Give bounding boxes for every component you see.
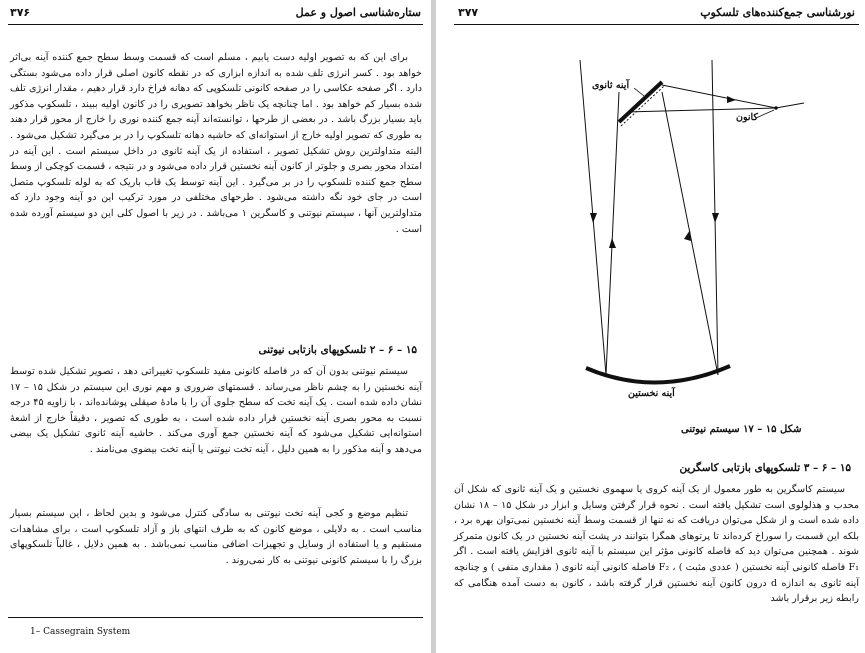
secondary-leader — [634, 88, 644, 96]
arrow-to-focus — [727, 96, 736, 103]
ray-to-focus-upper — [662, 85, 776, 108]
section-heading-cassegrain: ۱۵ – ۶ – ۳ تلسکوپهای بازتابی کاسگرین — [679, 462, 851, 474]
header-rule-left — [8, 24, 423, 25]
page-number-right: ۳۷۷ — [458, 6, 479, 19]
page-number-left: ۳۷۶ — [10, 6, 31, 19]
footnote-cassegrain: 1– Cassegrain System — [30, 627, 131, 637]
focus-leader — [756, 110, 774, 118]
ray-past-focus — [776, 103, 804, 108]
figure-caption: شکل ۱۵ – ۱۷ سیستم نیوتنی — [681, 424, 802, 435]
running-header-right: نورشناسی جمع‌کننده‌های تلسکوپ — [700, 6, 855, 19]
left-paragraph-2: سیستم نیوتنی بدون آن که در فاصله کانونی مفید تلسکوپ تغییراتی دهد ، تصویر تشکیل شده توسط آینه نخستین را به چشم ناظر می‌رساند . قسمتهای ضروری و مهم نوری این سیستم در شکل ۱۵ – ۱۷ نشان داده شده است . یک آینه تخت که سطح جلوی آن را با مادهٔ صیقلی پوشانده‌اند ، با زاویه ۴۵ درجه نسبت به محور بصری آینه نخستین قرار داده شده است ، به طوری که تصویر ، دقیقاً خارج از اشعهٔ استوانه‌ایی تشکیل می‌شود که آینه نخستین جمع آوری می‌کند . حاشیه آینه ثانوی تشکیل یک بیضی می‌دهد و آینه مذکور را به همین دلیل ، آینه تخت نیوتنی یا آینه تخت بیضوی می‌نامند . — [10, 366, 423, 455]
left-paragraph-1: برای این که به تصویر اولیه دست یابیم ، مسلم است که قسمت وسط سطح جمع کننده آینه بی‌اثر خواهد بود . کسر انرژی تلف شده به اندازه ابزاری که در نقطه کانون اصلی قرار داده می‌شود بستگی دارد . اگر صفحه عکاسی را در صفحه کانونی تلسکوپی که دهانه فراخ دارد قرار دهیم ، مقدار انرژی تلف شده بسیار کم خواهد بود . اما چنانچه یک ناظر بخواهد تصویری را در کانون اولیه ببیند ، تلسکوپ مذکور باید بسیار بزرگ باشد . در بعضی از طرحها ، توانسته‌اند آینه جمع کننده نوری را خارج از محور قرار دهند به طوری که تصویر اولیه خارج از استوانه‌ای که حاشیه دهانه تلسکوپ را در بر می‌گیرد تشکیل می‌شود . البته متداولترین روش تشکیل تصویر ، استفاده از یک آینه ثانوی در داخل سیستم است . این آینه در امتداد محور بصری و جلوتر از کانون آینه نخستین قرار داده می‌شود و در نتیجه ، قسمت کوچکی از وسط سطح جمع کننده تلسکوپ را در بر می‌گیرد . این آینه توسط یک قاب باریک که به لوله تلسکوپ متصل است در جای خود نگه داشته می‌شود . طرحهای مختلفی در مورد ترکیب این دو آینه وجود دارد که متداولترین آنها ، سیستم نیوتنی و کاسگرین ۱ می‌باشد . در زیر با اصول کلی این دو سیستم آورده شده است . — [10, 52, 422, 235]
section-heading-newtonian: ۱۵ – ۶ – ۲ تلسکوپهای بازتابی نیوتنی — [258, 344, 417, 356]
left-paragraph-3: تنظیم موضع و کجی آینه تخت نیوتنی به سادگی کنترل می‌شود و بدین لحاظ ، این سیستم بسیار مناسب است . به دلایلی ، موضع کانون که به طرف انتهای باز و آزاد تلسکوپ است ، برای مشاهدات مستقیم و یا استفاده از وسایل و تجهیزات اضافی مناسب نمی‌باشد . به همین دلایل ، غالباً تلسکوپهای بزرگ را با سیستم کانونی نیوتنی به کار نمی‌روند . — [10, 508, 422, 566]
left-page — [0, 0, 431, 653]
arrow-right-down — [712, 213, 719, 223]
header-rule-right — [454, 24, 859, 25]
footnote-rule — [8, 617, 423, 618]
focus-point — [774, 106, 778, 110]
running-header-left: ستاره‌شناسی اصول و عمل — [295, 6, 421, 19]
ray-left-reflected — [606, 92, 619, 375]
right-paragraph-1: سیستم کاسگرین به طور معمول از یک آینه کروی یا سهموی نخستین و یک آینه ثانوی که شکل آن محدب و هذلولوی است تشکیل یافته است . نحوه قرار گرفتن وسایل و ابزار در شکل ۱۵ – ۱۸ نشان داده شده است و از شکل می‌توان دریافت که نه تنها از قسمت وسط آینه نخستین نمی‌توان بهره برد ، بلکه این قسمت را سوراخ کرده‌اند تا پرتوهای همگرا بتوانند در پشت آینه نخستین در یک کانون متمرکز شوند . همچنین می‌توان دید که فاصله کانونی مؤثر این سیستم با آینه ثانوی افزایش یافته است . اگر F₁ فاصله کانونی آینه نخستین ( عددی مثبت ) ، F₂ فاصله کانونی آینه ثانوی ( مقداری منفی ) و چنانچه آینه ثانوی به اندازه d درون کانون آینه نخستین قرار گرفته باشد ، کانون به دست آمده هنگامی که رابطه زیر برقرار باشد — [454, 484, 859, 605]
secondary-mirror-hatch — [621, 86, 664, 126]
arrow-left-up — [609, 238, 616, 248]
arrow-right-up — [684, 230, 691, 241]
newtonian-system-diagram — [436, 30, 865, 450]
arrow-left-down — [590, 213, 597, 223]
label-primary-mirror: آینه نخستین — [628, 388, 675, 399]
label-focus: کانون — [736, 112, 758, 123]
primary-mirror — [586, 366, 730, 383]
label-secondary-mirror: آینه ثانوی — [592, 80, 630, 91]
right-page — [436, 0, 865, 653]
